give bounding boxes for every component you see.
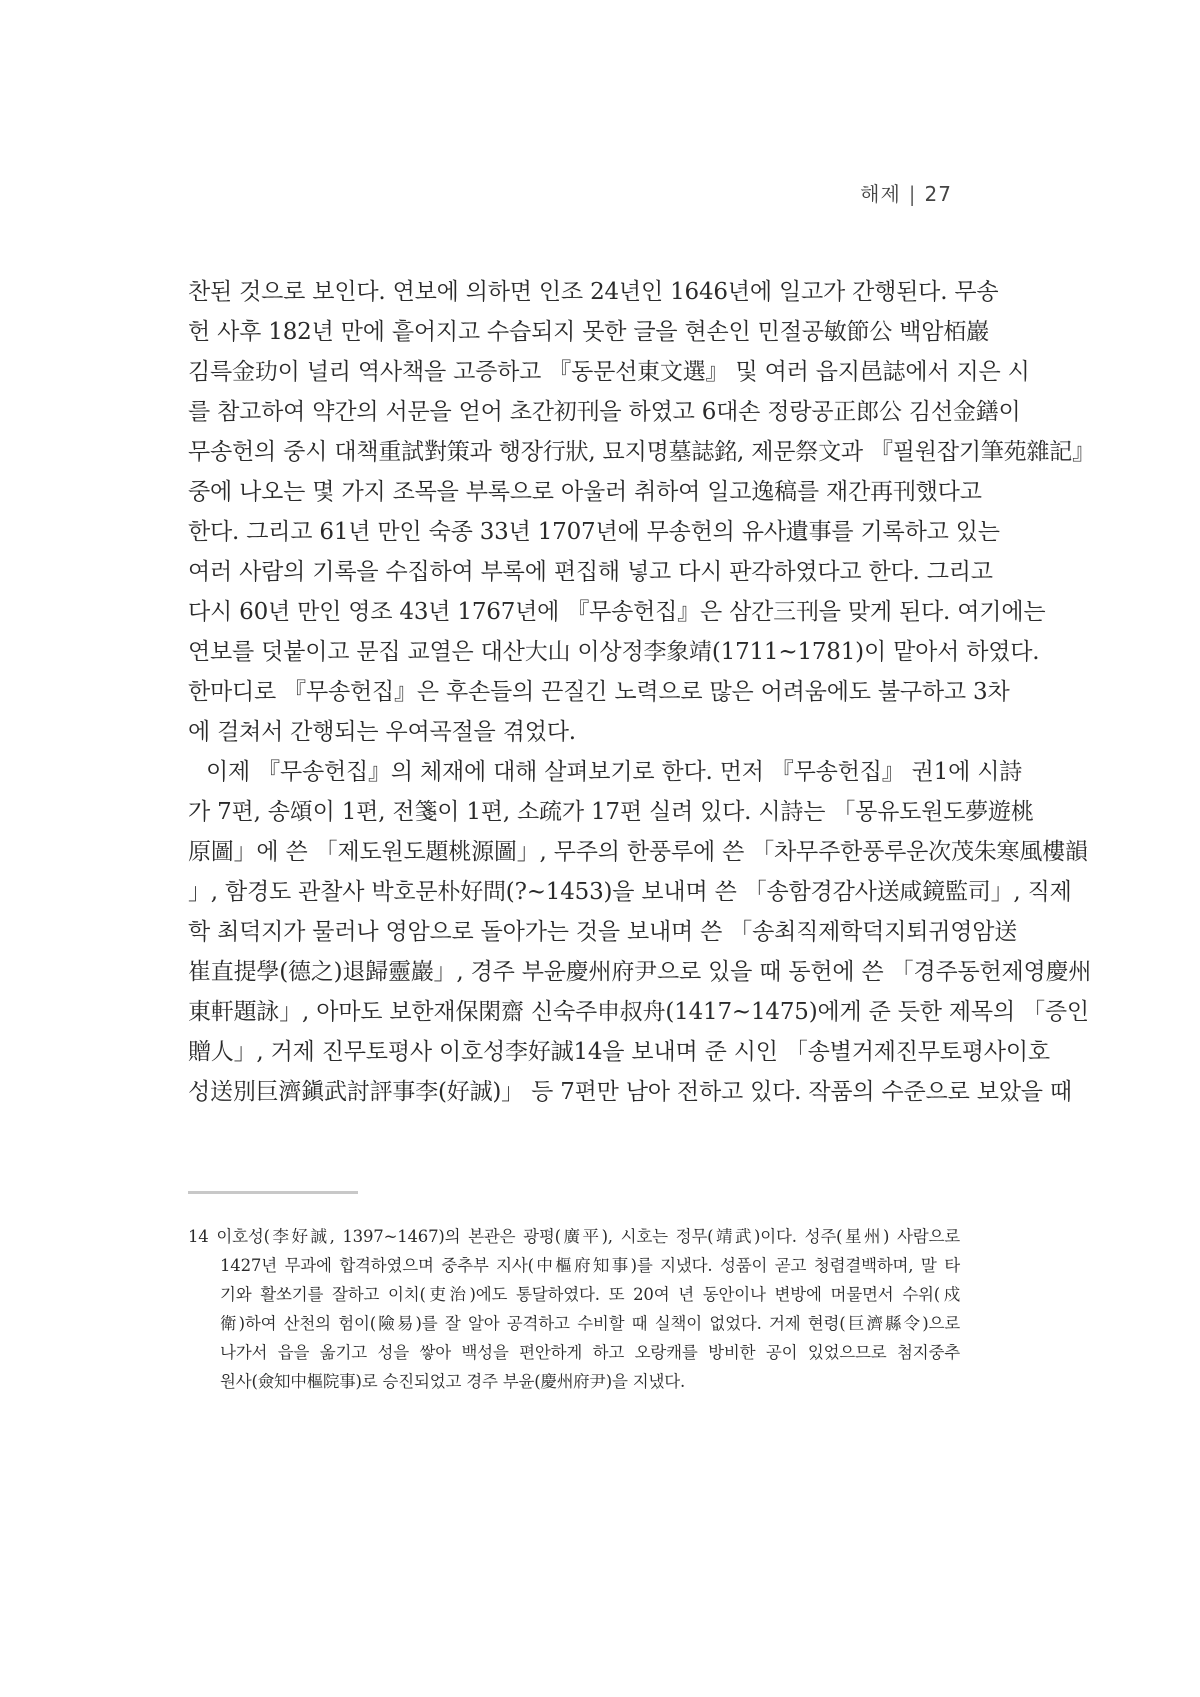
footnote-line: 기와 활쏘기를 잘하고 이치(吏治)에도 통달하였다. 또 20여 년 동안이나 변방에 머물면서 수위(戍: [220, 1285, 960, 1304]
body-text: [188, 272, 1095, 1112]
footnote-divider: [188, 1191, 358, 1194]
body-line: 찬된 것으로 보인다. 연보에 의하면 인조 24년인 1646년에 일고가 간행된다. 무송: [188, 279, 999, 305]
body-line: 무송헌의 중시 대책重試對策과 행장行狀, 묘지명墓誌銘, 제문祭文과 『필원잡기筆苑雜記』: [188, 439, 1095, 465]
body-line: 」, 함경도 관찰사 박호문朴好問(?~1453)을 보내며 쓴 「송함경감사送咸鏡監司」, 직제: [188, 879, 1072, 905]
running-header: [860, 178, 952, 207]
body-line: 성送別巨濟鎭武討評事李(好誠)」 등 7편만 남아 전하고 있다. 작품의 수준으로 보았을 때: [188, 1079, 1072, 1105]
page-number: 27: [924, 182, 952, 206]
section-title: 해제: [860, 182, 901, 206]
body-line: 를 참고하여 약간의 서문을 얻어 초간初刊을 하였고 6대손 정랑공正郎公 김선金鐥이: [188, 399, 1021, 425]
body-line: 여러 사람의 기록을 수집하여 부록에 편집해 넣고 다시 판각하였다고 한다. 그리고: [188, 559, 993, 585]
footnote-line: 衛)하여 산천의 험이(險易)를 잘 알아 공격하고 수비할 때 실책이 없었다. 거제 현령(巨濟縣令)으로: [220, 1314, 960, 1333]
body-line: 중에 나오는 몇 가지 조목을 부록으로 아울러 취하여 일고逸稿를 재간再刊했다고: [188, 479, 982, 505]
body-line: 贈人」, 거제 진무토평사 이호성李好誠14을 보내며 준 시인 「송별거제진무토평사이호: [188, 1039, 1050, 1065]
body-line: 한다. 그리고 61년 만인 숙종 33년 1707년에 무송헌의 유사遺事를 기록하고 있는: [188, 519, 1000, 545]
body-line: 김륵金玏이 널리 역사책을 고증하고 『동문선東文選』 및 여러 읍지邑誌에서 지은 시: [188, 359, 1030, 385]
footnote-line: 14 이호성(李好誠, 1397~1467)의 본관은 광평(廣平), 시호는 정무(靖武)이다. 성주(星州) 사람으로: [188, 1227, 960, 1246]
body-line: 에 걸쳐서 간행되는 우여곡절을 겪었다.: [188, 719, 576, 745]
footnote-line: 원사(僉知中樞院事)로 승진되었고 경주 부윤(慶州府尹)을 지냈다.: [220, 1372, 685, 1391]
footnote-line: 나가서 읍을 옮기고 성을 쌓아 백성을 편안하게 하고 오랑캐를 방비한 공이 있었으므로 첨지중추: [220, 1343, 961, 1362]
body-line: 한마디로 『무송헌집』은 후손들의 끈질긴 노력으로 많은 어려움에도 불구하고 3차: [188, 679, 1010, 705]
body-line: 東軒題詠」, 아마도 보한재保閑齋 신숙주申叔舟(1417~1475)에게 준 듯한 제목의 「증인: [188, 999, 1089, 1025]
body-line: 다시 60년 만인 영조 43년 1767년에 『무송헌집』은 삼간三刊을 맞게 된다. 여기에는: [188, 599, 1046, 625]
footnote: [188, 1222, 960, 1396]
body-line: 原圖」에 쓴 「제도원도題桃源圖」, 무주의 한풍루에 쓴 「차무주한풍루운次茂朱寒風樓韻: [188, 839, 1088, 865]
body-line: 崔直提學(德之)退歸靈巖」, 경주 부윤慶州府尹으로 있을 때 동헌에 쓴 「경주동헌제영慶州: [188, 959, 1092, 985]
body-line: 헌 사후 182년 만에 흩어지고 수습되지 못한 글을 현손인 민절공敏節公 백암栢巖: [188, 319, 989, 345]
body-line: 가 7편, 송頌이 1편, 전箋이 1편, 소疏가 17편 실려 있다. 시詩는 「몽유도원도夢遊桃: [188, 799, 1034, 825]
header-separator: |: [908, 182, 917, 206]
body-line: 학 최덕지가 물러나 영암으로 돌아가는 것을 보내며 쓴 「송최직제학덕지퇴귀영암送: [188, 919, 1018, 945]
footnote-line: 1427년 무과에 합격하였으며 중추부 지사(中樞府知事)를 지냈다. 성품이 곧고 청렴결백하며, 말 타: [220, 1256, 960, 1275]
body-line: 이제 『무송헌집』의 체재에 대해 살펴보기로 한다. 먼저 『무송헌집』 권1에 시詩: [206, 759, 1023, 785]
body-line: 연보를 덧붙이고 문집 교열은 대산大山 이상정李象靖(1711~1781)이 맡아서 하였다.: [188, 639, 1040, 665]
